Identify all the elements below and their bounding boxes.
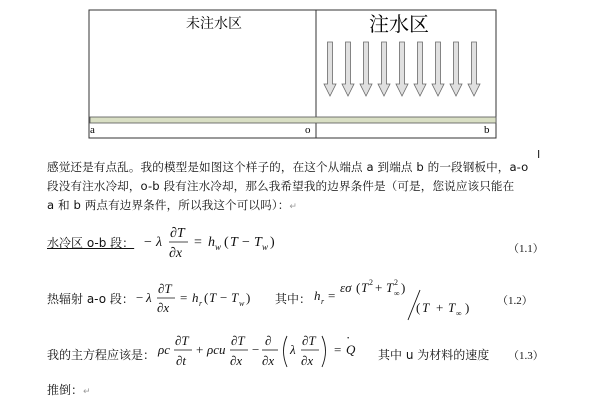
equation-1-1 [142, 222, 302, 264]
svg-text:T: T [231, 290, 239, 305]
svg-text:∂x: ∂x [230, 353, 243, 368]
svg-text:h: h [314, 288, 321, 303]
unwatered-zone-label: 未注水区 [186, 16, 242, 32]
svg-text:−: − [252, 342, 260, 357]
spray-arrow-icon [342, 42, 354, 96]
water-spray-arrows [324, 42, 480, 96]
svg-text:T: T [422, 300, 430, 315]
steel-plate-diagram [0, 0, 600, 161]
svg-text:(: ( [416, 300, 421, 315]
svg-text:h: h [192, 290, 199, 305]
svg-text:∂x: ∂x [262, 353, 275, 368]
eq2-label: 热辐射 a-o 段： [47, 292, 134, 306]
point-a-label: a [90, 124, 95, 136]
svg-text:∂: ∂ [265, 333, 272, 348]
eq1-number: （1.1） [508, 243, 544, 255]
svg-text:∂T: ∂T [302, 333, 316, 348]
steel-plate [90, 117, 496, 123]
eq3-note: 其中 u 为材料的速度 [378, 348, 490, 362]
paragraph-line-2: 段没有注水冷却，o-b 段有注水冷却，那么我希望我的边界条件是（可是，您说应该只能在 [47, 179, 515, 193]
svg-text:+: + [436, 300, 444, 315]
svg-text:T: T [209, 290, 217, 305]
equation-1-2-right [312, 272, 482, 322]
svg-text:+: + [196, 342, 204, 357]
svg-text:−: − [220, 290, 228, 305]
svg-text:2: 2 [394, 278, 398, 287]
water-zone-label: 注水区 [369, 12, 429, 36]
point-o-label: o [305, 124, 311, 136]
spray-arrow-icon [468, 42, 480, 96]
svg-text:): ) [270, 235, 275, 250]
svg-text:λ: λ [146, 290, 152, 305]
svg-text:=: = [334, 342, 342, 357]
eq1-label-text: 水冷区 o-b 段： [47, 236, 135, 250]
svg-text:∞: ∞ [394, 289, 400, 298]
svg-text:w: w [239, 299, 245, 308]
svg-text:2: 2 [369, 278, 373, 287]
svg-text:): ) [246, 290, 251, 305]
eq3-label: 我的主方程应该是： [47, 348, 156, 362]
svg-text:−: − [144, 235, 152, 250]
spray-arrow-icon [360, 42, 372, 96]
svg-text:·: · [346, 330, 351, 345]
spray-arrow-icon [450, 42, 462, 96]
svg-text:∂t: ∂t [176, 353, 187, 368]
equation-1-2-left [134, 280, 264, 320]
spray-arrow-icon [378, 42, 390, 96]
svg-text:(: ( [204, 290, 209, 305]
eq2-number: （1.2） [497, 295, 533, 307]
spray-arrow-icon [396, 42, 408, 96]
svg-text:T: T [386, 280, 394, 295]
svg-text:∂x: ∂x [169, 246, 183, 261]
svg-text:ρcu: ρcu [207, 342, 226, 357]
svg-text:∂x: ∂x [157, 300, 170, 315]
eq1-label [47, 234, 134, 251]
derivation-label [47, 381, 91, 398]
svg-text:∂T: ∂T [158, 281, 172, 296]
svg-text:(: ( [356, 280, 361, 295]
svg-text:Q: Q [346, 342, 356, 357]
svg-text:(: ( [224, 235, 229, 250]
svg-text:ρc: ρc [158, 342, 171, 357]
svg-text:w: w [215, 242, 222, 252]
eq3-number: （1.3） [508, 350, 544, 362]
svg-text:∂T: ∂T [170, 226, 185, 241]
svg-text:T: T [361, 280, 369, 295]
spray-arrow-icon [432, 42, 444, 96]
paragraph-line-3 [47, 196, 297, 217]
svg-text:λ: λ [290, 342, 296, 357]
point-b-label: b [484, 124, 490, 136]
text-cursor-icon: I [537, 148, 541, 161]
svg-text:∂T: ∂T [231, 333, 245, 348]
paragraph-line-1: 感觉还是有点乱。我的模型是如图这个样子的，在这个从端点 a 到端点 b 的一段钢板中，a-o [47, 160, 529, 174]
svg-text:∂T: ∂T [175, 333, 189, 348]
svg-text:r: r [199, 299, 203, 308]
svg-text:∞: ∞ [456, 309, 462, 318]
svg-text:=: = [194, 235, 202, 250]
svg-text:): ) [465, 300, 470, 315]
svg-text:λ: λ [156, 235, 163, 250]
return-mark-icon: ↵ [289, 202, 298, 212]
svg-text:∂x: ∂x [301, 353, 314, 368]
paragraph-line-3-text: a 和 b 两点有边界条件，所以我这个可以吗）： [47, 198, 290, 212]
svg-text:εσ: εσ [340, 280, 352, 295]
svg-text:−: − [136, 290, 144, 305]
derivation-label-text: 推倒： [47, 383, 84, 397]
footer-return-mark-icon: ↵ [83, 387, 91, 397]
spray-arrow-icon [324, 42, 336, 96]
spray-arrow-icon [414, 42, 426, 96]
svg-text:T: T [448, 300, 456, 315]
eq2-where: 其中： [275, 292, 312, 306]
svg-text:+: + [375, 280, 383, 295]
svg-text:r: r [321, 297, 325, 306]
svg-text:h: h [208, 235, 215, 250]
svg-text:=: = [328, 288, 336, 303]
svg-text:T: T [254, 235, 262, 250]
svg-text:): ) [401, 280, 406, 295]
svg-text:=: = [180, 290, 188, 305]
svg-text:w: w [262, 242, 269, 252]
svg-text:T: T [230, 235, 238, 250]
svg-text:−: − [242, 235, 250, 250]
equation-1-3 [156, 330, 356, 376]
